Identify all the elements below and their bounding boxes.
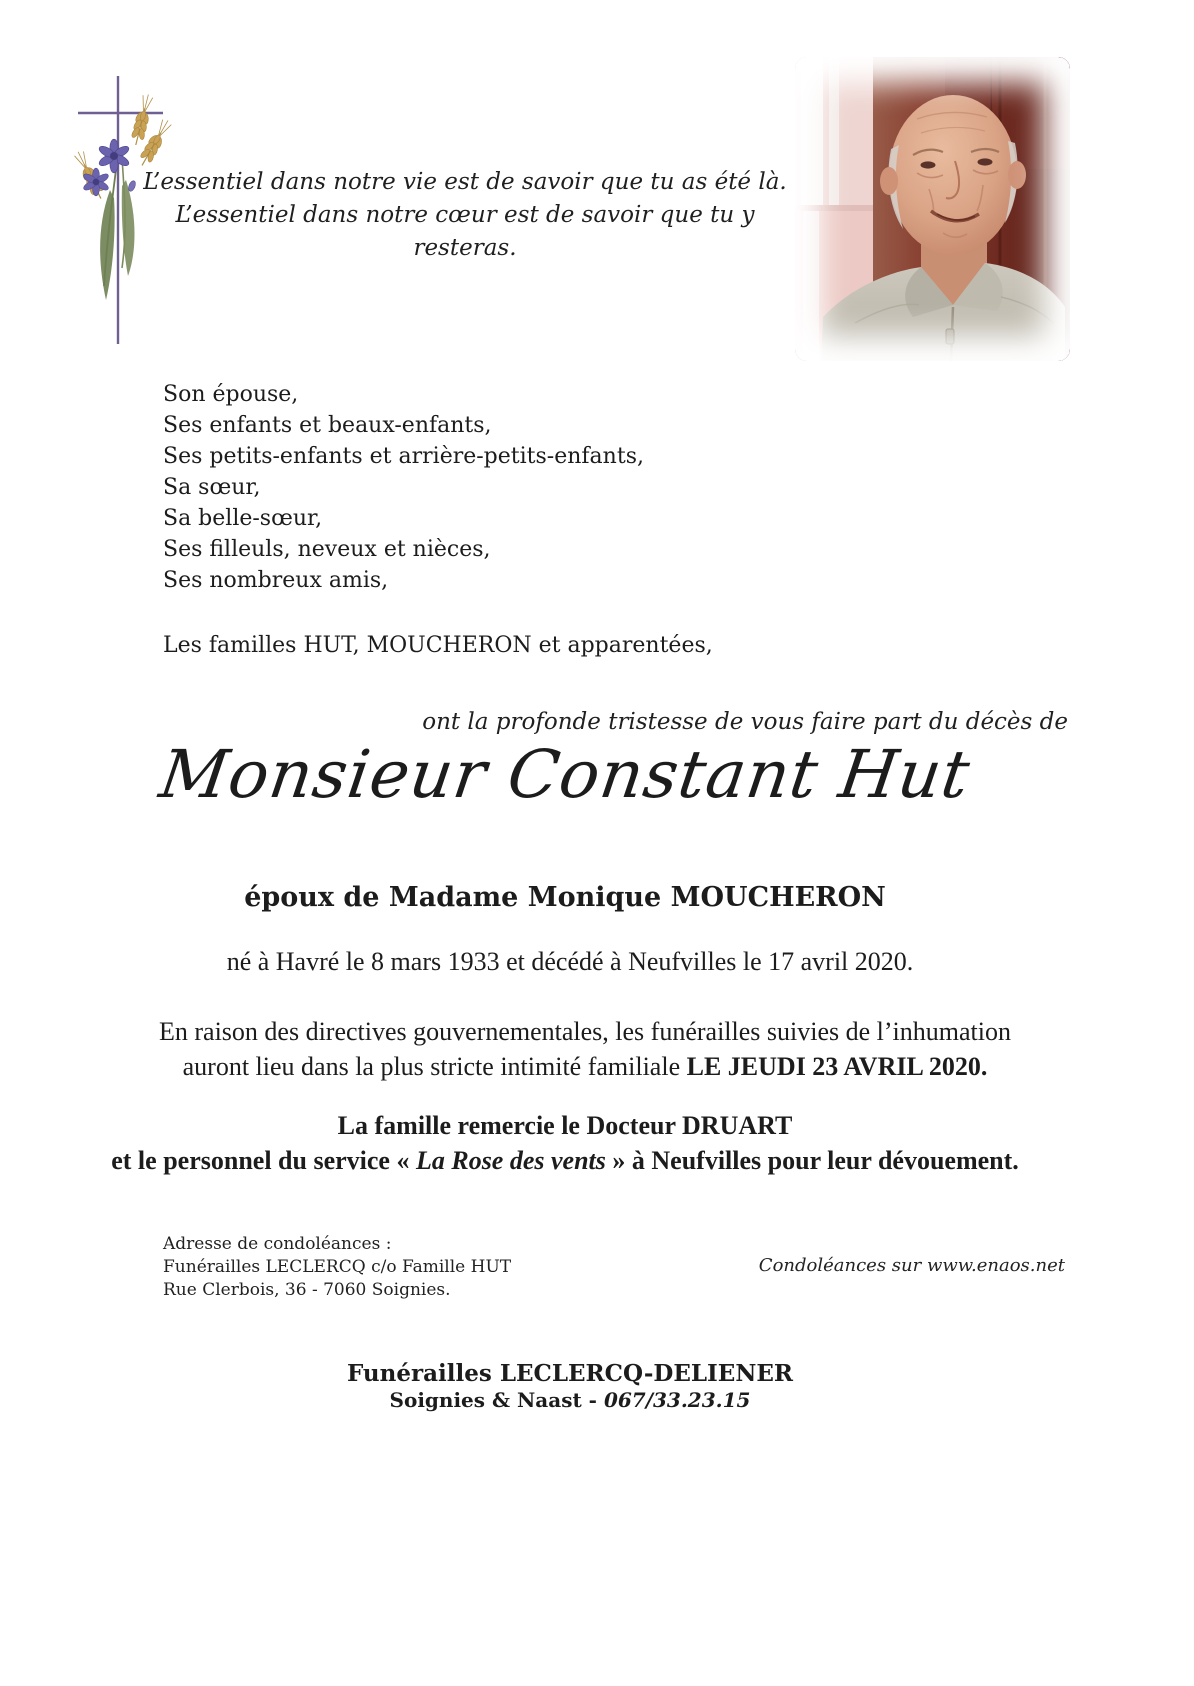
quote-line-1: L’essentiel dans notre vie est de savoir que tu as été là. — [143, 169, 787, 195]
memorial-quote — [140, 166, 790, 265]
birth-death-line: né à Havré le 8 mars 1933 et décédé à Neufvilles le 17 avril 2020. — [226, 947, 914, 976]
family-line: Ses filleuls, neveux et nièces, — [163, 537, 491, 562]
family-line: Sa belle-sœur, — [163, 506, 323, 531]
directives-line-1: En raison des directives gouvernementales, les funérailles suivies de l’inhumation — [159, 1017, 1011, 1046]
thanks-line-2 — [0, 1143, 1130, 1178]
portrait-photo-elderly-man — [795, 57, 1070, 361]
deceased-name: Monsieur Constant Hut — [155, 736, 975, 813]
photo-fade-overlay — [795, 57, 1070, 361]
funeral-directives-paragraph — [0, 1014, 1170, 1084]
directives-line-2-regular: auront lieu dans la plus stricte intimité familiale — [182, 1052, 687, 1081]
family-line: Sa sœur, — [163, 475, 261, 500]
family-line: Son épouse, — [163, 382, 299, 407]
condolence-address-line-1: Funérailles LECLERCQ c/o Famille HUT — [163, 1257, 512, 1277]
announcement-line: ont la profonde tristesse de vous faire part du décès de — [422, 709, 1068, 735]
funeral-home-contact — [0, 1388, 1140, 1413]
condolence-address-block — [163, 1233, 511, 1302]
online-condolences-line: Condoléances sur www.enaos.net — [758, 1255, 1065, 1276]
funeral-home-footer — [0, 1360, 1140, 1413]
thanks-line-1: La famille remercie le Docteur DRUART — [337, 1111, 793, 1140]
condolence-address-line-2: Rue Clerbois, 36 - 7060 Soignies. — [163, 1280, 451, 1300]
condolence-address-title: Adresse de condoléances : — [163, 1234, 392, 1254]
funeral-home-name: Funérailles LECLERCQ-DELIENER — [347, 1360, 793, 1387]
thanks-line-2-post: » à Neufvilles pour leur dévouement. — [605, 1146, 1019, 1175]
quote-line-2: L’essentiel dans notre cœur est de savoir que tu y resteras. — [175, 202, 755, 261]
directives-line-2 — [0, 1049, 1170, 1084]
funeral-home-location: Soignies & Naast - — [389, 1388, 604, 1412]
family-line: Ses nombreux amis, — [163, 568, 389, 593]
thanks-line-2-pre: et le personnel du service « — [111, 1146, 416, 1175]
thanks-paragraph — [0, 1108, 1130, 1178]
funeral-date-bold: LE JEUDI 23 AVRIL 2020. — [686, 1052, 988, 1081]
funeral-home-phone: 067/33.23.15 — [603, 1388, 751, 1412]
family-list — [163, 379, 644, 596]
spouse-line: époux de Madame Monique MOUCHERON — [244, 882, 886, 913]
families-line: Les familles HUT, MOUCHERON et apparentées, — [163, 633, 713, 658]
family-line: Ses enfants et beaux-enfants, — [163, 413, 492, 438]
service-name-italic: La Rose des vents — [415, 1146, 606, 1175]
family-line: Ses petits-enfants et arrière-petits-enfants, — [163, 444, 644, 469]
